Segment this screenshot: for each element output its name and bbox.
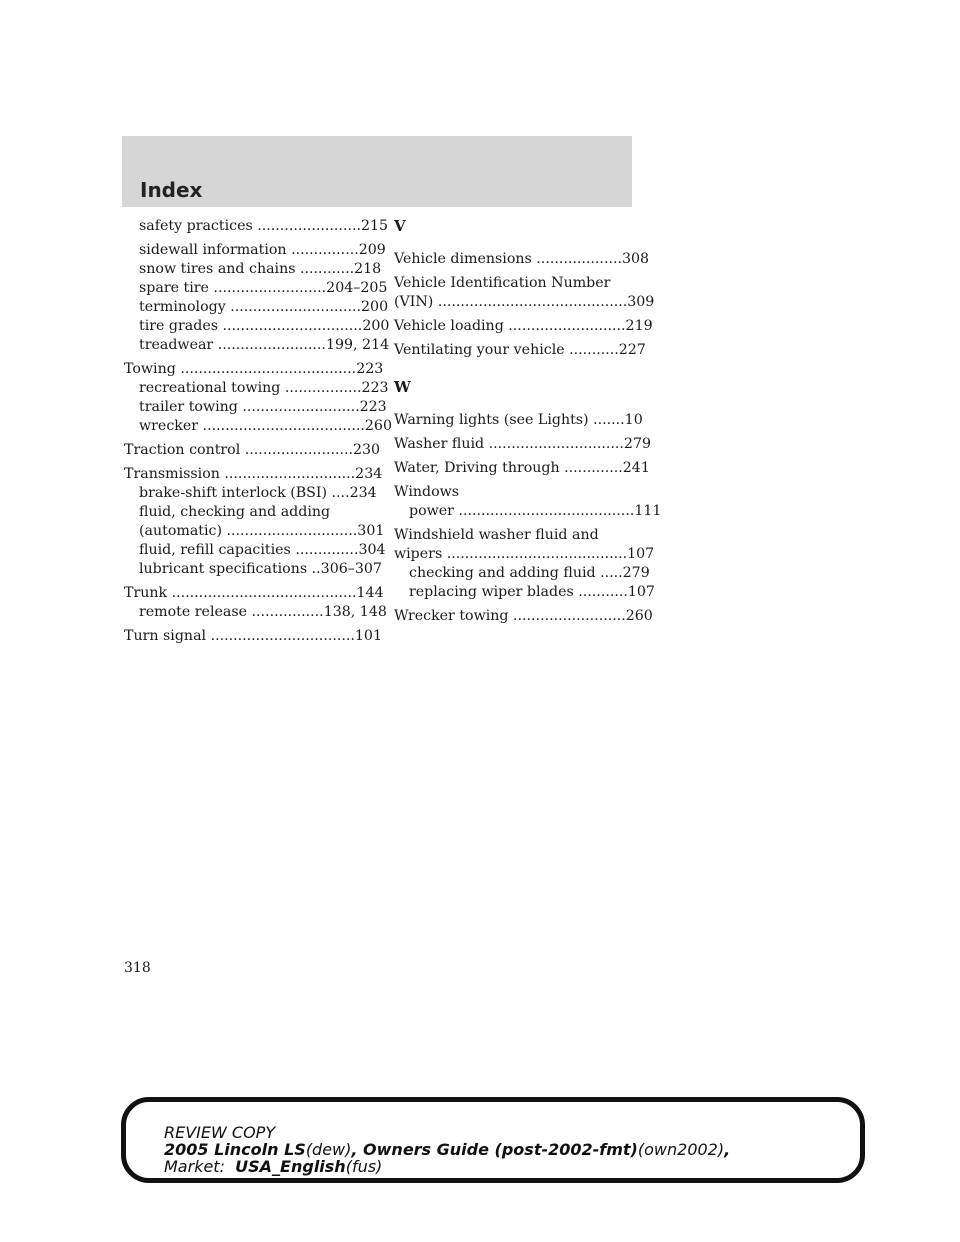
index-entry: trailer towing ..........................223 <box>139 399 387 415</box>
index-letter-v: V <box>394 217 406 235</box>
index-entry: Washer fluid ..............................279 <box>394 436 652 452</box>
market-line <box>164 1158 730 1175</box>
index-entry: wrecker ....................................260 <box>139 418 392 434</box>
footer-run: USA_English <box>235 1157 346 1176</box>
index-entry: Warning lights (see Lights) .......10 <box>394 412 643 428</box>
review-copy-text <box>164 1124 730 1175</box>
index-entry: (VIN) ..........................................309 <box>394 294 655 310</box>
index-entry: Ventilating your vehicle ...........227 <box>394 342 646 358</box>
model-guide-line <box>164 1141 730 1158</box>
index-entry: Vehicle dimensions ...................308 <box>394 251 650 267</box>
index-entry: treadwear ........................199, 214 <box>139 337 390 353</box>
index-entry: Trunk .........................................144 <box>124 585 384 601</box>
index-entry: replacing wiper blades ...........107 <box>409 584 655 600</box>
index-entry: Wrecker towing .........................260 <box>394 608 653 624</box>
index-entry: Traction control ........................230 <box>124 442 381 458</box>
index-list-w <box>394 411 662 626</box>
index-entry: snow tires and chains ............218 <box>139 261 382 277</box>
footer-run: 2005 Lincoln LS <box>164 1140 306 1159</box>
index-entry: recreational towing .................223 <box>139 380 389 396</box>
index-list-v <box>394 250 655 360</box>
index-entry: tire grades ...............................200 <box>139 318 390 334</box>
index-entry: checking and adding fluid .....279 <box>409 565 650 581</box>
index-column-left <box>124 217 392 646</box>
footer-run: (own2002) <box>637 1140 725 1159</box>
index-column-right <box>394 217 662 626</box>
index-entry: (automatic) .............................301 <box>139 523 385 539</box>
footer-run: (dew) <box>305 1140 352 1159</box>
index-entry: spare tire .........................204–205 <box>139 280 388 296</box>
index-entry: brake-shift interlock (BSI) ....234 <box>139 485 377 501</box>
review-copy-line: REVIEW COPY <box>164 1123 276 1142</box>
index-entry: lubricant specifications ..306–307 <box>139 561 382 577</box>
index-entry: Vehicle Identification Number <box>394 275 611 291</box>
index-entry: power .......................................111 <box>409 503 662 519</box>
index-entry: Turn signal ................................101 <box>124 628 382 644</box>
index-entry: remote release ................138, 148 <box>139 604 387 620</box>
index-entry: Windows <box>394 484 460 500</box>
index-entry: Windshield washer fluid and <box>394 527 599 543</box>
index-entry: fluid, checking and adding <box>139 504 331 520</box>
index-entry: fluid, refill capacities ..............304 <box>139 542 386 558</box>
footer-run: Market: <box>164 1157 236 1176</box>
index-entry: Water, Driving through .............241 <box>394 460 650 476</box>
index-entry: sidewall information ...............209 <box>139 242 386 258</box>
index-entry: Transmission .............................234 <box>124 466 383 482</box>
index-entry: Towing .......................................223 <box>124 361 384 377</box>
footer-run: , <box>724 1140 731 1159</box>
index-entry: Vehicle loading ..........................219 <box>394 318 653 334</box>
page-number: 318 <box>124 960 151 976</box>
index-letter-w: W <box>394 378 411 396</box>
page-title: Index <box>140 178 203 202</box>
footer-run: (fus) <box>345 1157 383 1176</box>
footer-run: , Owners Guide (post-2002-fmt) <box>351 1140 638 1159</box>
index-entry: wipers ........................................107 <box>394 546 655 562</box>
index-entry: terminology .............................200 <box>139 299 389 315</box>
index-entry: safety practices .......................215 <box>139 218 389 234</box>
